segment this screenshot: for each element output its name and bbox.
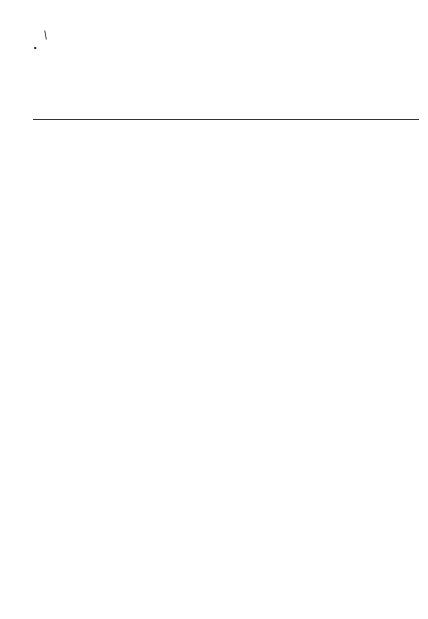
handwritten-mark: / (40, 29, 52, 42)
header-divider (33, 119, 419, 120)
handwritten-mark-small: • (31, 43, 40, 54)
